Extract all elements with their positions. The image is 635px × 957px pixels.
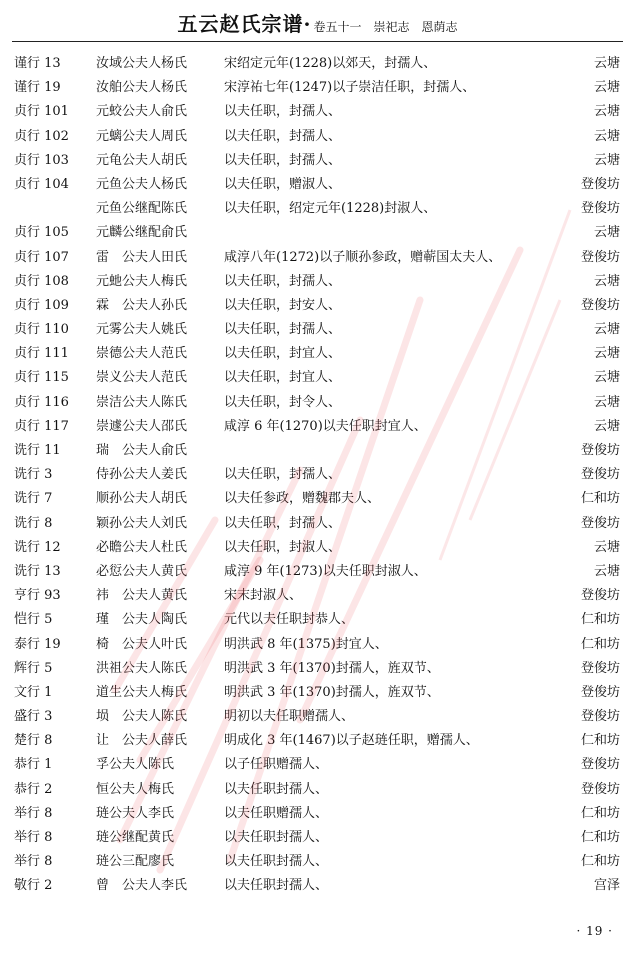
honor-description-cell: 以夫任职，封孺人、 <box>224 128 342 144</box>
table-row <box>0 707 635 731</box>
table-row <box>0 102 635 126</box>
generation-cell: 谨行 13 <box>14 56 61 71</box>
genealogy-title: 五云赵氏宗谱 <box>177 12 304 36</box>
residence-cell: 云塘 <box>593 56 620 71</box>
person-name-cell: 琏公继配黄氏 <box>96 830 175 845</box>
generation-cell: 贞行 105 <box>14 225 69 241</box>
generation-cell: 恺行 5 <box>14 612 53 628</box>
table-row <box>0 828 635 852</box>
table-row <box>0 127 635 151</box>
residence-cell: 仁和坊 <box>580 491 620 507</box>
table-row <box>0 514 635 538</box>
table-row <box>0 272 635 296</box>
person-name-cell: 让 公夫人薛氏 <box>96 733 188 749</box>
generation-cell: 贞行 101 <box>14 104 69 120</box>
generation-cell: 贞行 102 <box>14 128 69 144</box>
generation-cell: 辉行 5 <box>14 660 53 676</box>
person-name-cell: 霖 公夫人孙氏 <box>96 297 188 313</box>
honor-description-cell: 以夫任参政，赠魏郡夫人、 <box>224 491 381 507</box>
table-row <box>0 78 635 102</box>
honor-description-cell: 元代以夫任职封恭人、 <box>224 612 355 628</box>
person-name-cell: 祎 公夫人黄氏 <box>96 588 188 604</box>
honor-description-cell: 咸淳 6 年(1270)以夫任职封宜人、 <box>224 418 427 434</box>
honor-description-cell: 以夫任职，赠淑人、 <box>224 176 342 192</box>
honor-description-cell: 以夫任职封孺人、 <box>224 854 329 870</box>
honor-description-cell: 明洪武 3 年(1370)封孺人，旌双节、 <box>224 684 440 700</box>
person-name-cell: 崇洁公夫人陈氏 <box>96 394 188 410</box>
honor-description-cell: 以夫任职，封宜人、 <box>224 370 342 386</box>
honor-description-cell: 以子任职赠孺人、 <box>224 757 329 773</box>
generation-cell: 敬行 2 <box>14 878 53 894</box>
person-name-cell: 元虵公夫人梅氏 <box>96 273 188 289</box>
honor-description-cell: 宋绍定元年(1228)以郊天，封孺人、 <box>224 56 437 71</box>
residence-cell: 登俊坊 <box>580 443 620 458</box>
generation-cell: 贞行 108 <box>14 273 69 289</box>
generation-cell: 贞行 117 <box>14 418 69 434</box>
table-row <box>0 151 635 175</box>
honor-description-cell: 咸淳八年(1272)以子顺孙参政，赠蕲国太夫人、 <box>224 249 502 265</box>
residence-cell: 登俊坊 <box>580 201 620 217</box>
table-row <box>0 586 635 610</box>
person-name-cell: 埙 公夫人陈氏 <box>96 709 188 725</box>
generation-cell: 贞行 116 <box>14 394 69 410</box>
person-name-cell: 雷 公夫人田氏 <box>96 249 188 265</box>
person-name-cell: 必瞻公夫人杜氏 <box>96 539 188 555</box>
generation-cell: 诜行 7 <box>14 491 53 507</box>
table-row <box>0 417 635 441</box>
person-name-cell: 椅 公夫人叶氏 <box>96 636 188 652</box>
generation-cell: 贞行 107 <box>14 249 69 265</box>
residence-cell: 云塘 <box>593 346 620 362</box>
table-row <box>0 489 635 513</box>
generation-cell: 恭行 2 <box>14 781 53 797</box>
person-name-cell: 洪祖公夫人陈氏 <box>96 660 188 676</box>
table-row <box>0 223 635 247</box>
residence-cell: 云塘 <box>593 539 620 555</box>
generation-cell: 诜行 3 <box>14 467 53 483</box>
generation-cell: 诜行 11 <box>14 443 61 458</box>
person-name-cell: 元龟公夫人胡氏 <box>96 152 188 168</box>
generation-cell: 举行 8 <box>14 830 53 845</box>
residence-cell: 仁和坊 <box>580 854 620 870</box>
person-name-cell: 孚公夫人陈氏 <box>96 757 175 773</box>
person-name-cell: 汝域公夫人杨氏 <box>96 56 188 71</box>
table-row <box>0 320 635 344</box>
person-name-cell: 瑾 公夫人陶氏 <box>96 612 188 628</box>
honor-description-cell: 明初以夫任职赠孺人、 <box>224 709 355 725</box>
generation-cell: 贞行 115 <box>14 370 69 386</box>
generation-cell: 诜行 8 <box>14 515 53 531</box>
table-row <box>0 368 635 392</box>
table-row <box>0 755 635 779</box>
person-name-cell: 琏公夫人李氏 <box>96 805 175 821</box>
honor-description-cell: 以夫任职，封孺人、 <box>224 515 342 531</box>
honor-description-cell: 以夫任职，封孺人、 <box>224 273 342 289</box>
person-name-cell: 元蛟公夫人俞氏 <box>96 104 188 120</box>
honor-description-cell: 以夫任职，封孺人、 <box>224 104 342 120</box>
table-row <box>0 54 635 78</box>
residence-cell: 登俊坊 <box>580 757 620 773</box>
residence-cell: 仁和坊 <box>580 830 620 845</box>
generation-cell: 文行 1 <box>14 684 53 700</box>
table-row <box>0 344 635 368</box>
person-name-cell: 元螭公夫人周氏 <box>96 128 188 144</box>
generation-cell: 举行 8 <box>14 854 53 870</box>
title-separator-dot: · <box>303 12 312 36</box>
residence-cell: 云塘 <box>593 418 620 434</box>
honor-description-cell: 以夫任职封孺人、 <box>224 878 329 894</box>
table-row <box>0 852 635 876</box>
honor-description-cell: 以夫任职，封宜人、 <box>224 346 342 362</box>
table-row <box>0 659 635 683</box>
residence-cell: 云塘 <box>593 394 620 410</box>
residence-cell: 云塘 <box>593 104 620 120</box>
volume-subtitle: 卷五十一 崇祀志 恩荫志 <box>313 20 458 34</box>
residence-cell: 登俊坊 <box>580 467 620 483</box>
table-row <box>0 804 635 828</box>
residence-cell: 云塘 <box>593 128 620 144</box>
residence-cell: 登俊坊 <box>580 781 620 797</box>
residence-cell: 云塘 <box>593 225 620 241</box>
residence-cell: 登俊坊 <box>580 249 620 265</box>
table-row <box>0 296 635 320</box>
honor-description-cell: 以夫任职，封孺人、 <box>224 152 342 168</box>
person-name-cell: 恒公夫人梅氏 <box>96 781 175 797</box>
generation-cell: 贞行 104 <box>14 176 69 192</box>
residence-cell: 云塘 <box>593 563 620 579</box>
person-name-cell: 崇义公夫人范氏 <box>96 370 188 386</box>
honor-description-cell: 以夫任职，封令人、 <box>224 394 342 410</box>
honor-description-cell: 明成化 3 年(1467)以子赵琏任职，赠孺人、 <box>224 733 479 749</box>
table-row <box>0 780 635 804</box>
table-row <box>0 175 635 199</box>
page-number: · 19 · <box>576 924 613 938</box>
residence-cell: 仁和坊 <box>580 636 620 652</box>
table-row <box>0 562 635 586</box>
table-row <box>0 876 635 900</box>
honor-description-cell: 以夫任职，封淑人、 <box>224 539 342 555</box>
table-row <box>0 248 635 272</box>
person-name-cell: 颖孙公夫人刘氏 <box>96 515 188 531</box>
person-name-cell: 顺孙公夫人胡氏 <box>96 491 188 507</box>
generation-cell: 亨行 93 <box>14 588 61 604</box>
person-name-cell: 元鱼公继配陈氏 <box>96 201 188 217</box>
honor-description-cell: 宋末封淑人、 <box>224 588 303 604</box>
residence-cell: 登俊坊 <box>580 709 620 725</box>
residence-cell: 仁和坊 <box>580 733 620 749</box>
page-header <box>0 8 635 36</box>
honor-description-cell: 宋淳祐七年(1247)以子崇洁任职，封孺人、 <box>224 80 476 96</box>
generation-cell: 贞行 103 <box>14 152 69 168</box>
person-name-cell: 元麟公继配俞氏 <box>96 225 188 241</box>
honor-description-cell: 以夫任职封孺人、 <box>224 830 329 845</box>
person-name-cell: 元雾公夫人姚氏 <box>96 322 188 338</box>
residence-cell: 登俊坊 <box>580 684 620 700</box>
residence-cell: 云塘 <box>593 322 620 338</box>
person-name-cell: 崇德公夫人范氏 <box>96 346 188 362</box>
generation-cell: 楚行 8 <box>14 733 53 749</box>
honor-description-cell: 以夫任职赠孺人、 <box>224 805 329 821</box>
residence-cell: 仁和坊 <box>580 805 620 821</box>
table-row <box>0 393 635 417</box>
generation-cell: 贞行 110 <box>14 322 69 338</box>
header-rule <box>12 41 623 42</box>
person-name-cell: 崇遽公夫人邵氏 <box>96 418 188 434</box>
person-name-cell: 瑞 公夫人俞氏 <box>96 443 188 458</box>
person-name-cell: 侍孙公夫人姜氏 <box>96 467 188 483</box>
table-row <box>0 441 635 465</box>
generation-cell: 贞行 109 <box>14 297 69 313</box>
honor-description-cell: 明洪武 3 年(1370)封孺人，旌双节、 <box>224 660 440 676</box>
person-name-cell: 曾 公夫人李氏 <box>96 878 188 894</box>
table-row <box>0 731 635 755</box>
generation-cell: 贞行 111 <box>14 346 69 362</box>
honor-description-cell: 以夫任职，封孺人、 <box>224 322 342 338</box>
honor-description-cell: 以夫任职封孺人、 <box>224 781 329 797</box>
table-row <box>0 538 635 562</box>
honors-table <box>0 54 635 901</box>
table-row <box>0 635 635 659</box>
table-row <box>0 465 635 489</box>
residence-cell: 云塘 <box>593 152 620 168</box>
person-name-cell: 琏公三配廖氏 <box>96 854 175 870</box>
honor-description-cell: 咸淳 9 年(1273)以夫任职封淑人、 <box>224 563 427 579</box>
table-row <box>0 683 635 707</box>
honor-description-cell: 以夫任职，封孺人、 <box>224 467 342 483</box>
generation-cell: 举行 8 <box>14 805 53 821</box>
generation-cell: 盛行 3 <box>14 709 53 725</box>
residence-cell: 仁和坊 <box>580 612 620 628</box>
table-row <box>0 610 635 634</box>
residence-cell: 云塘 <box>593 80 620 96</box>
residence-cell: 云塘 <box>593 370 620 386</box>
residence-cell: 登俊坊 <box>580 588 620 604</box>
residence-cell: 登俊坊 <box>580 176 620 192</box>
honor-description-cell: 以夫任职，封安人、 <box>224 297 342 313</box>
generation-cell: 诜行 13 <box>14 563 61 579</box>
person-name-cell: 必愆公夫人黄氏 <box>96 563 188 579</box>
table-row <box>0 199 635 223</box>
residence-cell: 登俊坊 <box>580 515 620 531</box>
person-name-cell: 汝舶公夫人杨氏 <box>96 80 188 96</box>
honor-description-cell: 明洪武 8 年(1375)封宜人、 <box>224 636 388 652</box>
person-name-cell: 道生公夫人梅氏 <box>96 684 188 700</box>
person-name-cell: 元鱼公夫人杨氏 <box>96 176 188 192</box>
residence-cell: 云塘 <box>593 273 620 289</box>
generation-cell: 诜行 12 <box>14 539 61 555</box>
residence-cell: 登俊坊 <box>580 297 620 313</box>
generation-cell: 谨行 19 <box>14 80 61 96</box>
honor-description-cell: 以夫任职，绍定元年(1228)封淑人、 <box>224 201 437 217</box>
generation-cell: 泰行 19 <box>14 636 61 652</box>
residence-cell: 登俊坊 <box>580 660 620 676</box>
residence-cell: 宫泽 <box>593 878 620 894</box>
generation-cell: 恭行 1 <box>14 757 53 773</box>
